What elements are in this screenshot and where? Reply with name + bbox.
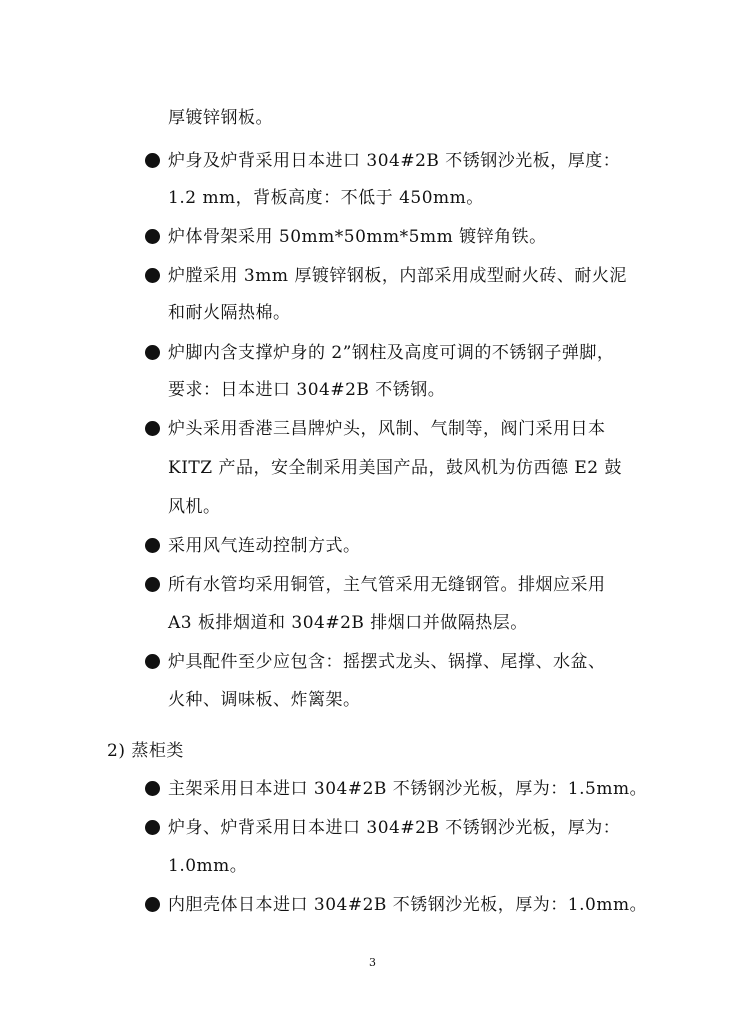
bullet-icon	[145, 345, 160, 360]
list-item-line: 炉体骨架采用 50mm*50mm*5mm 镀锌角铁。	[168, 227, 547, 247]
list-item-line: 火种、调味板、炸篱架。	[168, 690, 361, 710]
list-item-line: 1.0mm。	[168, 856, 248, 876]
bullet-icon	[145, 820, 160, 835]
page-number: 3	[369, 956, 376, 969]
bullet-icon	[145, 153, 160, 168]
list-item-line: 风机。	[168, 497, 221, 517]
list-item-line: 1.2 mm，背板高度：不低于 450mm。	[168, 188, 484, 208]
list-item-line: 炉脚内含支撑炉身的 2”钢柱及高度可调的不锈钢子弹脚，	[168, 343, 615, 363]
list-item-line: 主架采用日本进口 304#2B 不锈钢沙光板，厚为：1.5mm。	[168, 779, 648, 799]
list-item-line: 内胆壳体日本进口 304#2B 不锈钢沙光板，厚为：1.0mm。	[168, 895, 648, 915]
list-item-line: 采用风气连动控制方式。	[168, 536, 361, 556]
bullet-icon	[145, 421, 160, 436]
bullet-icon	[145, 229, 160, 244]
bullet-icon	[145, 781, 160, 796]
bullet-icon	[145, 538, 160, 553]
bullet-icon	[145, 577, 160, 592]
bullet-icon	[145, 654, 160, 669]
list-item-line: 炉身及炉背采用日本进口 304#2B 不锈钢沙光板，厚度：	[168, 151, 621, 171]
list-item-line: A3 板排烟道和 304#2B 排烟口并做隔热层。	[168, 613, 528, 633]
list-item-line: KITZ 产品，安全制采用美国产品，鼓风机为仿西德 E2 鼓	[168, 458, 623, 478]
continuation-text: 厚镀锌钢板。	[168, 108, 273, 128]
list-item-line: 炉膛采用 3mm 厚镀锌钢板，内部采用成型耐火砖、耐火泥	[168, 266, 627, 286]
list-item-line: 炉身、炉背采用日本进口 304#2B 不锈钢沙光板，厚为：	[168, 818, 621, 838]
list-item-line: 和耐火隔热棉。	[168, 303, 291, 323]
bullet-icon	[145, 897, 160, 912]
section-heading: 2) 蒸柜类	[107, 741, 184, 761]
list-item-line: 所有水管均采用铜管，主气管采用无缝钢管。排烟应采用	[168, 575, 606, 595]
bullet-icon	[145, 268, 160, 283]
list-item-line: 炉头采用香港三昌牌炉头，风制、气制等，阀门采用日本	[168, 419, 606, 439]
list-item-line: 要求：日本进口 304#2B 不锈钢。	[168, 380, 446, 400]
list-item-line: 炉具配件至少应包含：摇摆式龙头、锅撑、尾撑、水盆、	[168, 652, 606, 672]
